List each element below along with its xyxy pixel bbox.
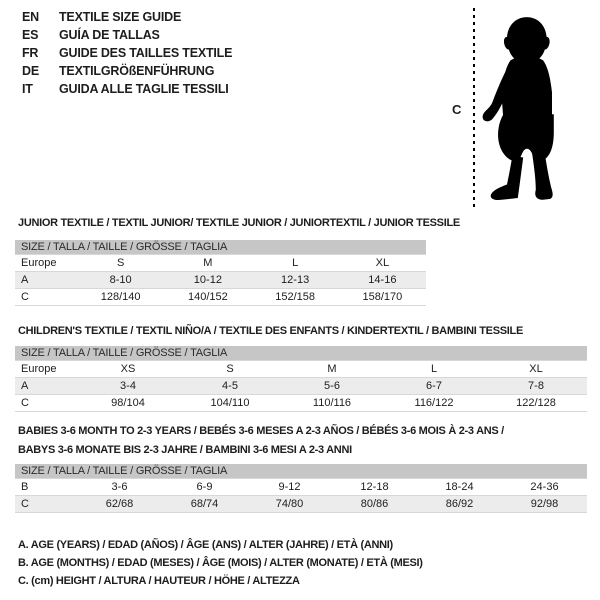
table-cell: 104/110: [179, 395, 281, 412]
size-bar-label: SIZE / TALLA / TAILLE / GRÖSSE / TAGLIA: [15, 346, 587, 361]
row-label-cell: A: [15, 378, 77, 395]
size-bar-row: [15, 240, 426, 255]
language-title: TEXTILE SIZE GUIDE: [59, 10, 182, 24]
table-cell: 158/170: [339, 289, 426, 306]
table-row: [15, 255, 426, 272]
table-row: [15, 289, 426, 306]
table-cell: 24-36: [502, 479, 587, 496]
table-cell: 14-16: [339, 272, 426, 289]
table-cell: L: [383, 361, 485, 378]
table-cell: 110/116: [281, 395, 383, 412]
table-cell: 68/74: [162, 496, 247, 513]
language-row-de: [22, 62, 232, 80]
table-cell: 10-12: [164, 272, 251, 289]
table-row: [15, 479, 587, 496]
size-bar-row: [15, 464, 587, 479]
language-title: TEXTILGRÖßENFÜHRUNG: [59, 64, 215, 78]
table-row: [15, 395, 587, 412]
height-measure-label: C: [452, 102, 462, 117]
table-cell: S: [77, 255, 164, 272]
table-cell: 86/92: [417, 496, 502, 513]
row-label-cell: C: [15, 496, 77, 513]
table-cell: L: [252, 255, 339, 272]
legend-line-b: B. AGE (MONTHS) / EDAD (MESES) / ÂGE (MOIS) / ALTER (MONATE) / ETÀ (MESI): [18, 557, 423, 569]
language-code: DE: [22, 64, 39, 78]
table-cell: 12-18: [332, 479, 417, 496]
table-cell: 3-6: [77, 479, 162, 496]
junior-size-table: [15, 240, 426, 306]
babies-heading-line1: BABIES 3-6 MONTH TO 2-3 YEARS / BEBÉS 3-6 MESES A 2-3 AÑOS / BÉBÉS 3-6 MOIS À 2-3 ANS /: [18, 425, 504, 437]
table-cell: 7-8: [485, 378, 587, 395]
table-cell: 4-5: [179, 378, 281, 395]
language-title-list: [22, 8, 232, 98]
table-cell: 128/140: [77, 289, 164, 306]
size-bar-label: SIZE / TALLA / TAILLE / GRÖSSE / TAGLIA: [15, 240, 426, 255]
table-cell: 152/158: [252, 289, 339, 306]
measure-legend: [18, 536, 423, 590]
language-code: FR: [22, 46, 39, 60]
babies-size-table: [15, 464, 587, 513]
row-label-cell: Europe: [15, 255, 77, 272]
table-cell: 122/128: [485, 395, 587, 412]
children-size-table: [15, 346, 587, 412]
language-title: GUIDE DES TAILLES TEXTILE: [59, 46, 233, 60]
table-cell: 18-24: [417, 479, 502, 496]
table-row: [15, 378, 587, 395]
row-label-cell: B: [15, 479, 77, 496]
babies-table-heading: [18, 422, 588, 460]
baby-silhouette-shape: [483, 17, 554, 200]
row-label-cell: A: [15, 272, 77, 289]
table-cell: XL: [339, 255, 426, 272]
table-cell: 3-4: [77, 378, 179, 395]
table-row: [15, 361, 587, 378]
language-row-en: [22, 8, 232, 26]
table-cell: 6-9: [162, 479, 247, 496]
row-label-cell: C: [15, 395, 77, 412]
table-cell: 140/152: [164, 289, 251, 306]
language-title: GUIDA ALLE TAGLIE TESSILI: [59, 82, 229, 96]
table-cell: 116/122: [383, 395, 485, 412]
table-cell: 6-7: [383, 378, 485, 395]
table-cell: XS: [77, 361, 179, 378]
babies-heading-line2: BABYS 3-6 MONATE BIS 2-3 JAHRE / BAMBINI 3-6 MESI A 2-3 ANNI: [18, 444, 352, 456]
size-bar-label: SIZE / TALLA / TAILLE / GRÖSSE / TAGLIA: [15, 464, 587, 479]
children-table-heading: CHILDREN'S TEXTILE / TEXTIL NIÑO/A / TEXTILE DES ENFANTS / KINDERTEXTIL / BAMBINI TESSILE: [18, 325, 523, 337]
table-row: [15, 272, 426, 289]
table-cell: M: [164, 255, 251, 272]
table-cell: 8-10: [77, 272, 164, 289]
legend-line-a: A. AGE (YEARS) / EDAD (AÑOS) / ÂGE (ANS) / ALTER (JAHRE) / ETÀ (ANNI): [18, 539, 393, 551]
table-cell: S: [179, 361, 281, 378]
junior-table-heading: JUNIOR TEXTILE / TEXTIL JUNIOR/ TEXTILE JUNIOR / JUNIORTEXTIL / JUNIOR TESSILE: [18, 217, 460, 229]
table-cell: 92/98: [502, 496, 587, 513]
language-title: GUÍA DE TALLAS: [59, 28, 160, 42]
language-row-fr: [22, 44, 232, 62]
language-code: ES: [22, 28, 39, 42]
legend-line-c: C. (cm) HEIGHT / ALTURA / HAUTEUR / HÖHE / ALTEZZA: [18, 575, 300, 587]
table-cell: 5-6: [281, 378, 383, 395]
language-code: IT: [22, 82, 33, 96]
language-row-it: [22, 80, 232, 98]
row-label-cell: C: [15, 289, 77, 306]
size-bar-row: [15, 346, 587, 361]
table-cell: XL: [485, 361, 587, 378]
height-measure-dotted-line: [473, 8, 475, 210]
language-code: EN: [22, 10, 39, 24]
table-cell: 80/86: [332, 496, 417, 513]
table-cell: 62/68: [77, 496, 162, 513]
table-cell: 12-13: [252, 272, 339, 289]
table-cell: 98/104: [77, 395, 179, 412]
baby-silhouette-image: [480, 6, 570, 210]
table-cell: 74/80: [247, 496, 332, 513]
language-row-es: [22, 26, 232, 44]
table-cell: M: [281, 361, 383, 378]
table-cell: 9-12: [247, 479, 332, 496]
table-row: [15, 496, 587, 513]
row-label-cell: Europe: [15, 361, 77, 378]
